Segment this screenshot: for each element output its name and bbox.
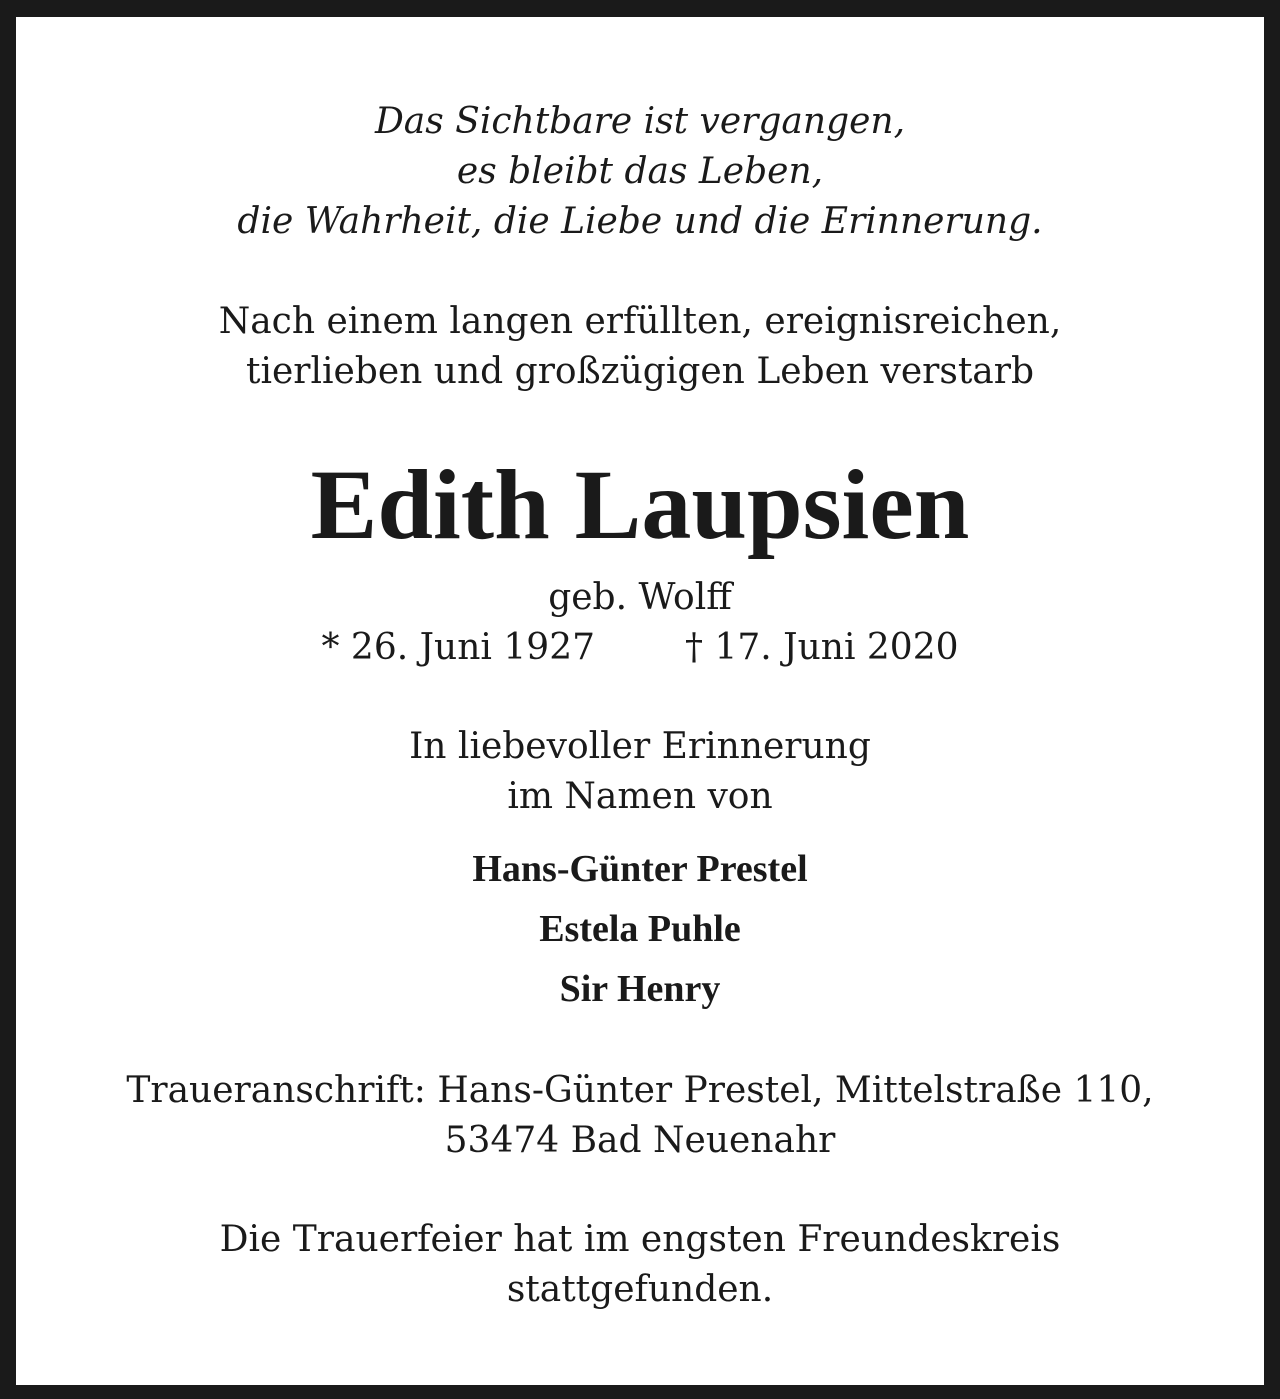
motto-line: es bleibt das Leben, — [456, 151, 824, 192]
deceased-name: Edith Laupsien — [310, 449, 970, 560]
address-line: 53474 Bad Neuenahr — [444, 1120, 836, 1161]
mourner-name: Sir Henry — [559, 968, 721, 1010]
death-date: † 17. Juni 2020 — [685, 627, 959, 668]
intro-line: Nach einem langen erfüllten, ereignisreichen, — [218, 301, 1062, 342]
ceremony-line: Die Trauerfeier hat im engsten Freundeskreis — [219, 1219, 1061, 1260]
motto-line: die Wahrheit, die Liebe und die Erinnerung. — [237, 201, 1043, 242]
memory-line: im Namen von — [507, 776, 773, 817]
intro-text — [16, 297, 1264, 397]
life-dates — [16, 623, 1264, 673]
memory-line: In liebevoller Erinnerung — [409, 726, 871, 767]
motto-line: Das Sichtbare ist vergangen, — [374, 101, 906, 142]
mourners-list — [16, 839, 1264, 1019]
intro-line: tierlieben und großzügigen Leben verstarb — [245, 351, 1035, 392]
birth-date: * 26. Juni 1927 — [321, 627, 595, 668]
address-line: Traueranschrift: Hans-Günter Prestel, Mittelstraße 110, — [126, 1070, 1154, 1111]
maiden-name: geb. Wolff — [548, 577, 732, 618]
ceremony-line: stattgefunden. — [506, 1269, 774, 1310]
mourner-name: Estela Puhle — [539, 908, 741, 950]
mourning-address — [16, 1066, 1264, 1166]
ceremony-note — [16, 1215, 1264, 1315]
mourner-name: Hans-Günter Prestel — [472, 848, 808, 890]
motto-verse — [16, 97, 1264, 247]
memory-text — [16, 722, 1264, 822]
